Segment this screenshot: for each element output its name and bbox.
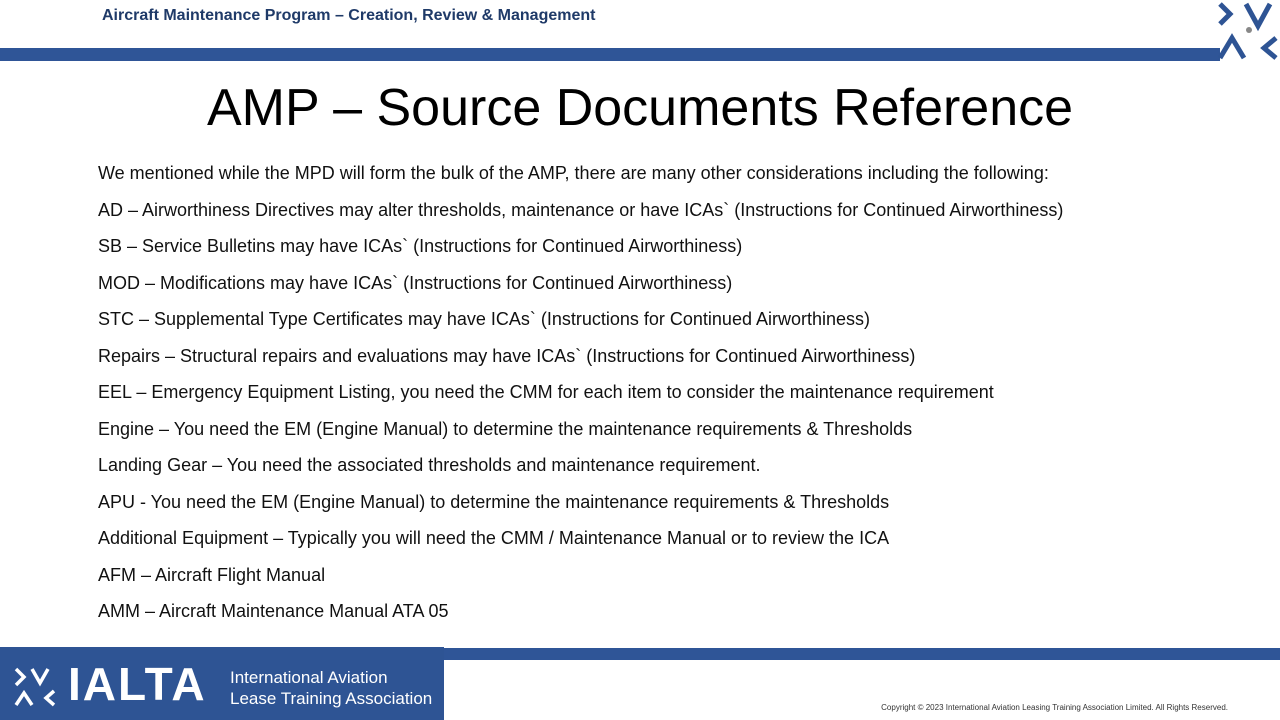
list-item: Landing Gear – You need the associated thresholds and maintenance requirement. [98, 455, 761, 475]
ialta-name-line1: International Aviation [230, 668, 388, 687]
list-item: AFM – Aircraft Flight Manual [98, 564, 326, 585]
ialta-wordmark: IALTA [68, 658, 207, 710]
ialta-name-line2: Lease Training Association [230, 689, 433, 708]
ialta-mark-icon [14, 665, 58, 709]
list-item: AMM – Aircraft Maintenance Manual ATA 05 [98, 601, 449, 621]
list-item: Engine – You need the EM (Engine Manual) to determine the maintenance requirements & Thresholds [98, 418, 913, 439]
ialta-corner-logo-icon [1216, 0, 1280, 62]
list-item: MOD – Modifications may have ICAs` (Instructions for Continued Airworthiness) [98, 272, 733, 293]
ialta-footer-logo [0, 647, 444, 720]
source-documents-list [98, 160, 1268, 635]
header-title: Aircraft Maintenance Program – Creation, Review & Management [102, 7, 596, 24]
intro-line: We mentioned while the MPD will form the bulk of the AMP, there are many other considerations including the following: [98, 163, 1049, 183]
slide-title: AMP – Source Documents Reference [206, 79, 1074, 137]
list-item: SB – Service Bulletins may have ICAs` (Instructions for Continued Airworthiness) [98, 236, 743, 256]
list-item: Repairs – Structural repairs and evaluations may have ICAs` (Instructions for Continued Airworthiness) [98, 345, 916, 366]
list-item: APU - You need the EM (Engine Manual) to determine the maintenance requirements & Thresholds [98, 491, 890, 512]
list-item: EEL – Emergency Equipment Listing, you need the CMM for each item to consider the maintenance requirement [98, 382, 994, 402]
ialta-full-name [230, 667, 432, 709]
list-item: AD – Airworthiness Directives may alter thresholds, maintenance or have ICAs` (Instructions for Continued Airworthiness) [98, 199, 1064, 220]
copyright-notice: Copyright © 2023 International Aviation Leasing Training Association Limited. All Rights Reserved. [881, 703, 1228, 712]
list-item: STC – Supplemental Type Certificates may have ICAs` (Instructions for Continued Airworthiness) [98, 309, 870, 329]
list-item: Additional Equipment – Typically you will need the CMM / Maintenance Manual or to review the ICA [98, 528, 890, 548]
top-divider-bar [0, 48, 1220, 61]
